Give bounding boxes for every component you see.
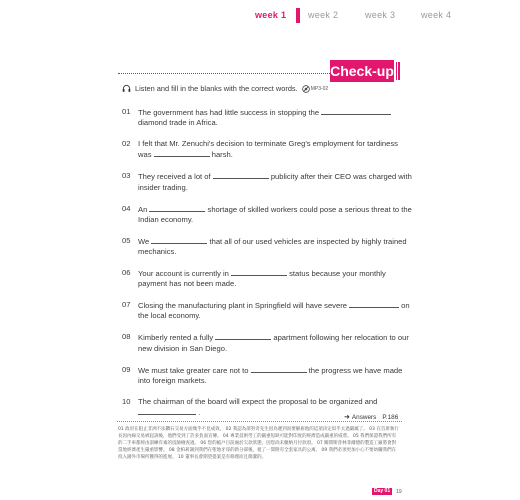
question-item: [122, 171, 412, 192]
question-text: They received a lot of: [138, 172, 213, 182]
answer-blank[interactable]: [154, 149, 210, 157]
question-list: [122, 107, 412, 418]
question-number: 02: [122, 139, 131, 149]
question-number: 10: [122, 396, 131, 406]
answer-blank[interactable]: [321, 107, 391, 115]
section-title: Check-up: [330, 60, 394, 82]
answer-blank[interactable]: [215, 332, 271, 340]
arrow-right-icon: ➜: [344, 414, 350, 421]
question-number: 04: [122, 203, 131, 213]
track-label: MP3-02: [310, 85, 329, 92]
question-item: [122, 268, 412, 289]
answer-blank[interactable]: [251, 365, 307, 373]
answer-blank[interactable]: [213, 171, 269, 179]
question-number: 05: [122, 235, 131, 245]
instruction: [122, 84, 328, 93]
day-badge: Day 01: [374, 488, 391, 494]
question-number: 03: [122, 171, 131, 181]
answer-blank[interactable]: [151, 236, 207, 244]
question-text: that all of our used vehicles are inspected by highly trained mechanics.: [138, 236, 407, 257]
header-dotted-line: [118, 73, 330, 74]
question-text: We must take greater care not to: [138, 365, 251, 375]
question-item: [122, 236, 412, 257]
footnote-divider: [117, 421, 402, 422]
question-number: 09: [122, 364, 131, 374]
question-text: Kimberly rented a fully: [138, 333, 216, 343]
question-text: on the local economy.: [138, 301, 410, 321]
question-text: I felt that Mr. Zenuchi's decision to terminate Greg's employment for tardiness was: [138, 139, 398, 160]
translation-footnote: 01 政府在阻止非洲不法鑽石交易方面幾乎不見成效。 02 我認為澤努奇先生因為遲到而要解雇他的這項決定似乎太過嚴厲了。 03 在首席執行長因內線交易被起訴後，他們受到了許多負面宣傳。 04 專業技術勞工的嚴重短缺可能對印度的經濟造成嚴重的威脅。 05 我們保證我們所有的二手車都經由訓練有素的技師檢查過。 06 您的帳戶目前處於欠款狀態，因您尚未繳納月付款項。 07 關閉斯普林菲爾德的製造工廠將會對當地經濟產生嚴重影響。 08 金柏莉調到我們在聖地牙哥的新分部後，租了一間附有全套家具的公寓。 09 我們必須更加小心不要妨礙我們在投入國外市場所獲得的進展。 10 董事長會期望提案是有條理而且簡潔的。: [118, 427, 399, 460]
question-number: 06: [122, 268, 131, 278]
answer-blank[interactable]: [349, 300, 399, 308]
question-text: publicity after their CEO was charged with insider trading.: [138, 172, 412, 192]
header-accent-bar: [398, 62, 400, 80]
answer-blank[interactable]: [138, 407, 196, 415]
week-2-tab[interactable]: week 2: [308, 10, 339, 20]
answers-link[interactable]: [344, 413, 398, 421]
question-text: We: [138, 236, 152, 246]
question-text: The chairman of the board will expect the proposal to be organized and: [138, 396, 378, 406]
question-number: 01: [122, 107, 131, 116]
question-item: [122, 107, 412, 128]
question-item: [122, 365, 412, 386]
question-text: shortage of skilled workers could pose a serious threat to the Indian economy.: [138, 204, 412, 224]
page-number: 19: [396, 488, 402, 495]
question-item: [122, 300, 412, 321]
week-4-tab[interactable]: week 4: [421, 10, 452, 20]
question-text: the progress we have made into foreign markets.: [138, 365, 403, 385]
question-text: The government has had little success in stopping the: [138, 108, 322, 117]
question-text: Your account is currently in: [138, 269, 232, 279]
question-text: Closing the manufacturing plant in Springfield will have severe: [138, 301, 350, 311]
question-item: [122, 332, 412, 353]
answer-blank[interactable]: [149, 204, 205, 212]
answers-label: Answers: [351, 413, 377, 421]
question-text: harsh.: [209, 150, 233, 160]
week-3-tab[interactable]: week 3: [365, 10, 396, 20]
section-header: [118, 60, 400, 82]
week-1-tab[interactable]: week 1: [255, 10, 287, 20]
question-number: 08: [122, 332, 131, 342]
audio-track[interactable]: [302, 85, 329, 93]
cd-icon: [302, 85, 310, 93]
question-text: apartment following her relocation to our new division in San Diego.: [138, 333, 409, 353]
question-number: 07: [122, 300, 131, 310]
answer-blank[interactable]: [231, 268, 287, 276]
page-footer: [372, 488, 402, 495]
question-item: [122, 139, 412, 160]
header-accent-bar: [396, 62, 397, 80]
answers-page-ref: P.186: [382, 413, 399, 421]
question-item: [122, 204, 412, 225]
instruction-text: Listen and fill in the blanks with the correct words.: [135, 84, 298, 93]
week-navigation: [255, 8, 515, 24]
question-text: .: [196, 408, 201, 418]
question-text: An: [138, 204, 150, 214]
headphones-icon: [122, 84, 131, 93]
question-text: status because your monthly payment has not been made.: [138, 269, 386, 289]
question-text: diamond trade in Africa.: [138, 118, 218, 128]
active-week-marker: [296, 8, 300, 23]
